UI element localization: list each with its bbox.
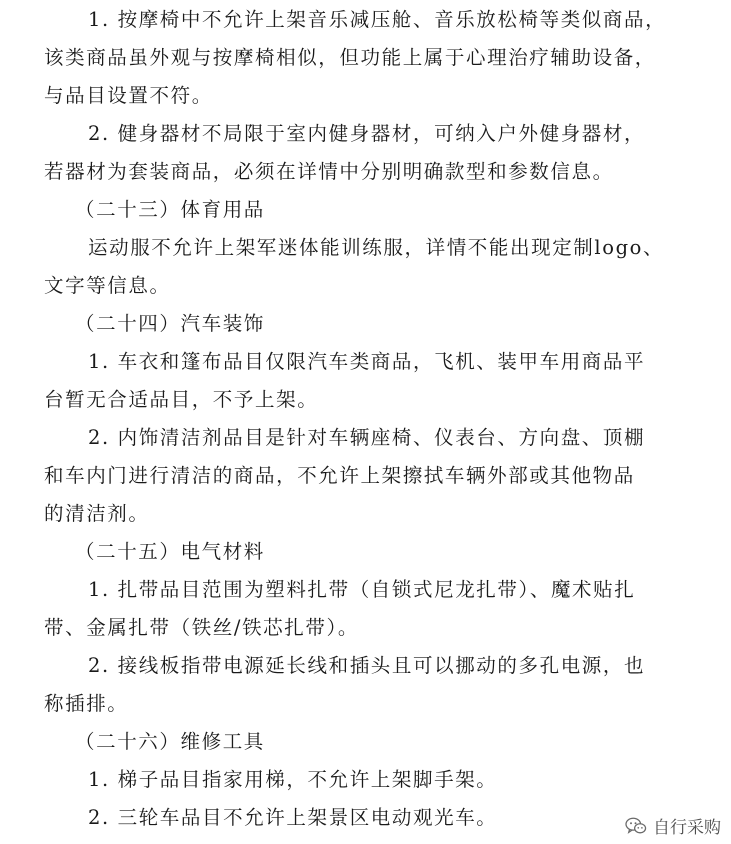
text-line: 2. 健身器材不局限于室内健身器材，可纳入户外健身器材，: [88, 122, 646, 145]
text-line: 文字等信息。: [44, 274, 171, 297]
text-line: 2. 接线板指带电源延长线和插头且可以挪动的多孔电源，也: [88, 654, 646, 677]
text-line: 台暂无合适品目，不予上架。: [44, 388, 319, 411]
text-line: 1. 车衣和篷布品目仅限汽车类商品，飞机、装甲车用商品平: [88, 350, 646, 373]
section-heading: （二十三）体育用品: [75, 198, 265, 221]
section-heading: （二十六）维修工具: [75, 730, 265, 753]
text-line: 1. 扎带品目范围为塑料扎带（自锁式尼龙扎带）、魔术贴扎: [88, 578, 636, 601]
section-heading: （二十五）电气材料: [75, 540, 265, 563]
watermark: [625, 813, 721, 838]
text-line: 运动服不允许上架军迷体能训练服，详情不能出现定制logo、: [88, 236, 665, 259]
text-line: 若器材为套装商品，必须在详情中分别明确款型和参数信息。: [44, 160, 614, 183]
section-heading: （二十四）汽车装饰: [75, 312, 265, 335]
watermark-text: 自行采购: [653, 818, 721, 838]
text-line: 称插排。: [44, 692, 129, 715]
text-line: 该类商品虽外观与按摩椅相似，但功能上属于心理治疗辅助设备，: [44, 46, 656, 69]
text-line: 和车内门进行清洁的商品，不允许上架擦拭车辆外部或其他物品: [44, 464, 635, 487]
text-line: 的清洁剂。: [44, 502, 150, 525]
text-line: 与品目设置不符。: [44, 84, 213, 107]
text-line: 2. 内饰清洁剂品目是针对车辆座椅、仪表台、方向盘、顶棚: [88, 426, 646, 449]
text-line: 1. 按摩椅中不允许上架音乐减压舱、音乐放松椅等类似商品，: [88, 8, 667, 31]
text-line: 1. 梯子品目指家用梯，不允许上架脚手架。: [88, 768, 498, 791]
text-line: 带、金属扎带（铁丝/铁芯扎带）。: [44, 616, 359, 639]
text-line: 2. 三轮车品目不允许上架景区电动观光车。: [88, 806, 498, 829]
wechat-icon: [625, 816, 647, 836]
